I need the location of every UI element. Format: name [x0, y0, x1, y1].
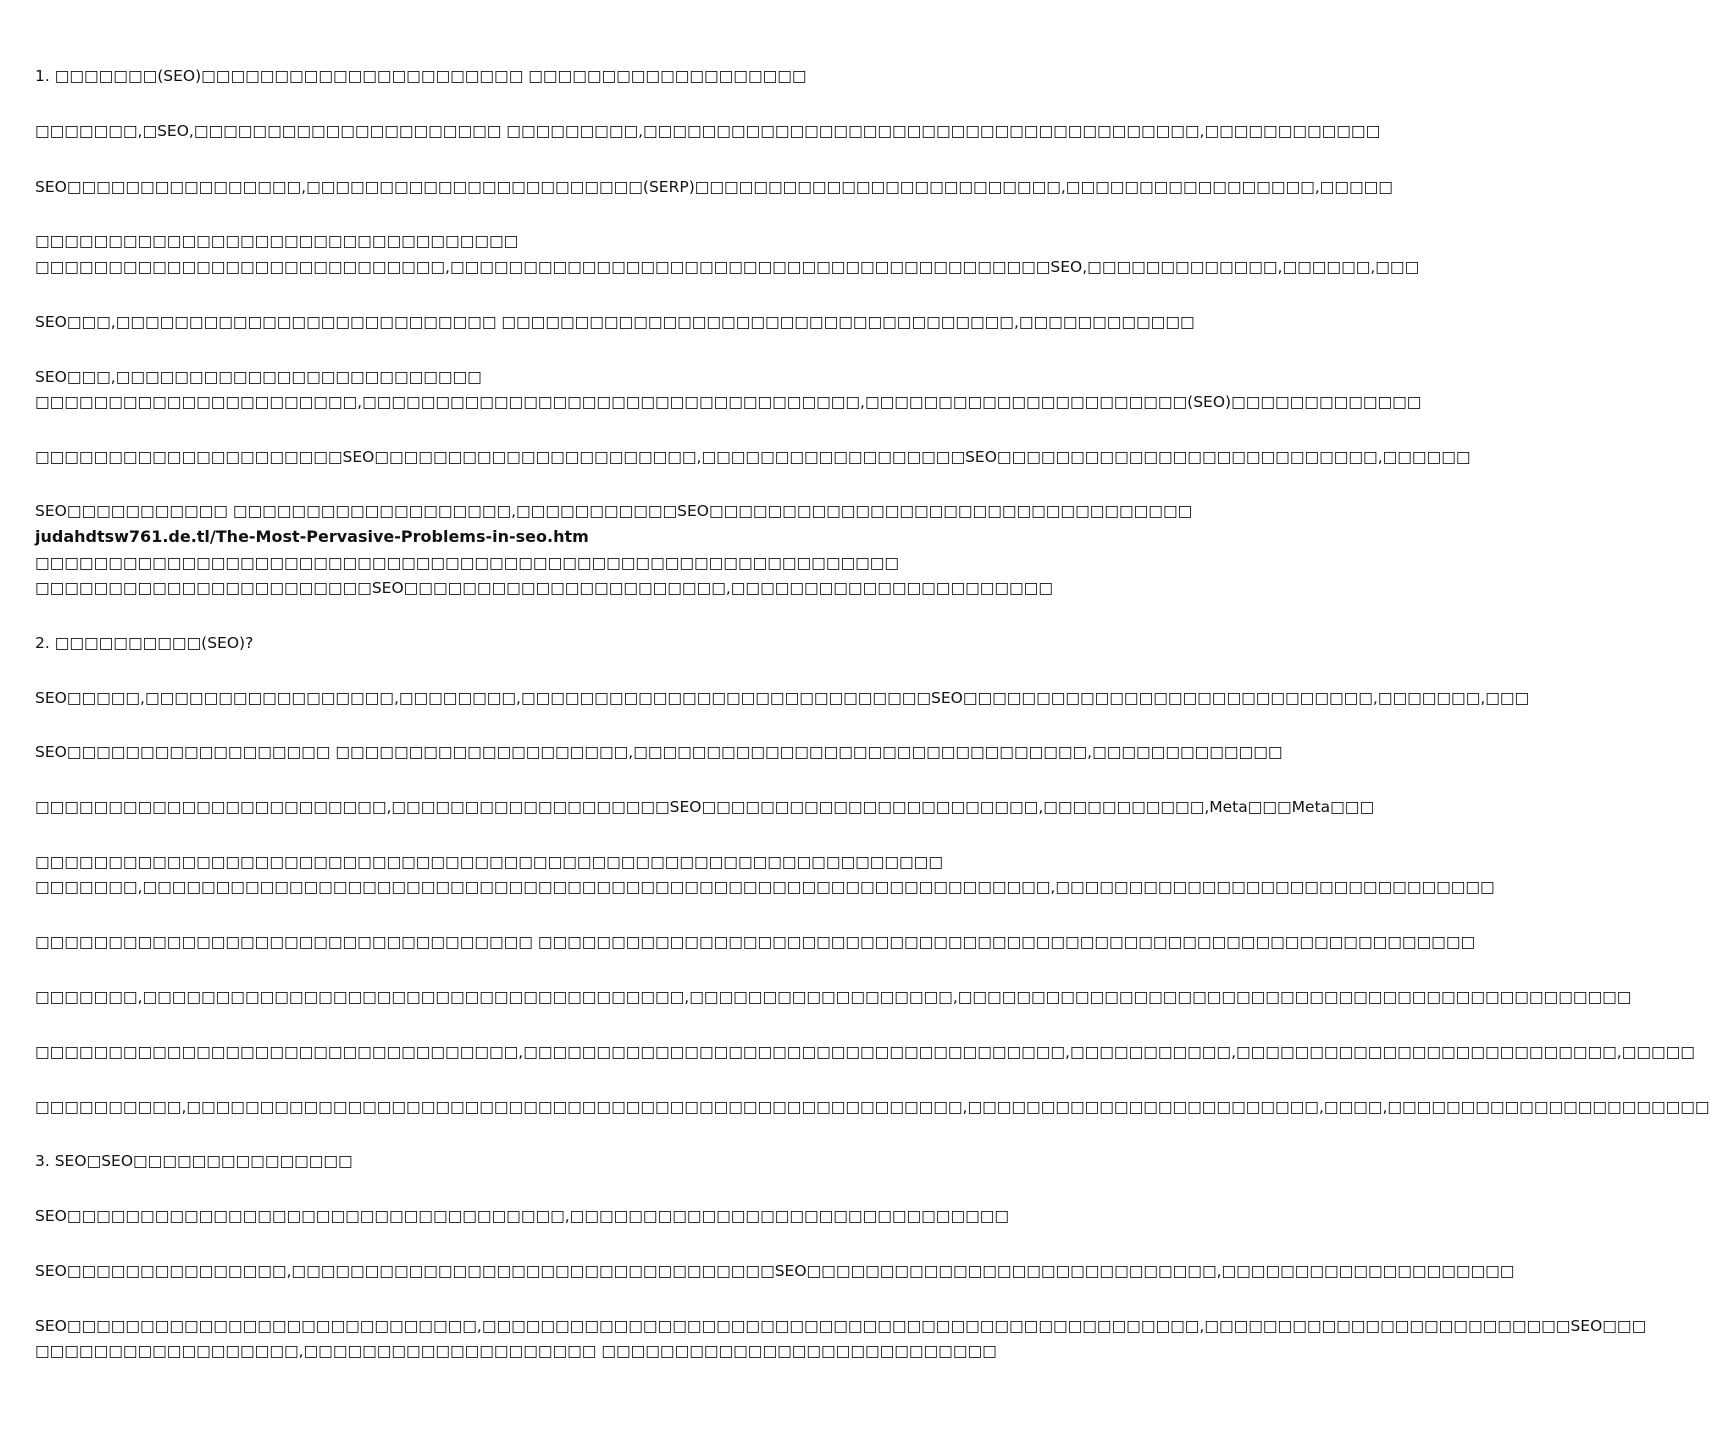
paragraph-line: SEO□□□□□,□□□□□□□□□□□□□□□□□,□□□□□□□□,□□□□□□□□□□□□□□□□□□□□□□□□□□□□SEO□□□□□□□□□□□□□□□□□□□□□□□□□□□□,□□□□□□□,□□□ [35, 689, 1530, 707]
paragraph-line: □□□□□□□,□SEO,□□□□□□□□□□□□□□□□□□□□□ □□□□□□□□□,□□□□□□□□□□□□□□□□□□□□□□□□□□□□□□□□□□□□□□,□□□□□□□□□□□□ [35, 122, 1381, 140]
paragraph-line: □□□□□□□□□□□□□□□□□□□□□□□□,□□□□□□□□□□□□□□□□□□□SEO□□□□□□□□□□□□□□□□□□□□□□□,□□□□□□□□□□□,Meta□□□Meta□□□ [35, 798, 1375, 816]
paragraph-line: SEO□□□□□□□□□□□□□□□□,□□□□□□□□□□□□□□□□□□□□□□□(SERP)□□□□□□□□□□□□□□□□□□□□□□□□□,□□□□□□□□□□□□□□□□□,□□□□□ [35, 178, 1393, 196]
paragraph-line: SEO□□□□□□□□□□□□□□□□□□□□□□□□□□□□,□□□□□□□□□□□□□□□□□□□□□□□□□□□□□□□□□□□□□□□□□□□□□□□□□,□□□□□□□□□□□□□□□□□□□□□□□□□SEO□□□ [35, 1317, 1647, 1335]
paragraph-line: □□□□□□□□□□□□□□□□□□□□□□□□□□□□□□□□□ [35, 232, 519, 250]
paragraph-line: □□□□□□□□□□□□□□□□□□□□□□□□□□□□□□□□□□ □□□□□□□□□□□□□□□□□□□□□□□□□□□□□□□□□□□□□□□□□□□□□□□□□□□□□□□□□□□□□□□□ [35, 933, 1476, 951]
paragraph-line: SEO□□□□□□□□□□□□□□□□□□ □□□□□□□□□□□□□□□□□□□□,□□□□□□□□□□□□□□□□□□□□□□□□□□□□□□□,□□□□□□□□□□□□□ [35, 743, 1283, 761]
paragraph-line: □□□□□□□□□□□□□□□□□□□□□□□□□□□□□□□□□,□□□□□□□□□□□□□□□□□□□□□□□□□□□□□□□□□□□□□,□□□□□□□□□□□,□□□□□□□□□□□□□□□□□□□□□□□□□□,□□□□□ [35, 1043, 1695, 1061]
paragraph-line: SEO□□□,□□□□□□□□□□□□□□□□□□□□□□□□□□ □□□□□□□□□□□□□□□□□□□□□□□□□□□□□□□□□□□,□□□□□□□□□□□□ [35, 313, 1195, 331]
paragraph-line: □□□□□□□□□□□□□□□□□□□□□SEO□□□□□□□□□□□□□□□□□□□□□□,□□□□□□□□□□□□□□□□□□SEO□□□□□□□□□□□□□□□□□□□□□□□□□□,□□□□□□ [35, 448, 1471, 466]
section-heading-1: 1. □□□□□□□(SEO)□□□□□□□□□□□□□□□□□□□□□□ □□□□□□□□□□□□□□□□□□□ [35, 67, 807, 85]
paragraph-line: □□□□□□□□□□,□□□□□□□□□□□□□□□□□□□□□□□□□□□□□□□□□□□□□□□□□□□□□□□□□□□□□,□□□□□□□□□□□□□□□□□□□□□□□□,□□□□,□□□□□□□□□□□□□□□□□□□□□□ [35, 1098, 1710, 1116]
section-heading-2: 2. □□□□□□□□□□(SEO)? [35, 634, 254, 652]
paragraph-line: □□□□□□□□□□□□□□□□□□□□□□□□□□□□,□□□□□□□□□□□□□□□□□□□□□□□□□□□□□□□□□□□□□□□□□SEO,□□□□□□□□□□□□□,□□□□□□,□□□ [35, 258, 1420, 276]
paragraph-line: □□□□□□□□□□□□□□□□□□□□□□□SEO□□□□□□□□□□□□□□□□□□□□□□,□□□□□□□□□□□□□□□□□□□□□□ [35, 579, 1053, 597]
paragraph-line: □□□□□□□□□□□□□□□□□□□□□□□□□□□□□□□□□□□□□□□□□□□□□□□□□□□□□□□□□□□□□□ [35, 853, 943, 871]
paragraph-line: □□□□□□□,□□□□□□□□□□□□□□□□□□□□□□□□□□□□□□□□□□□□□□□□□□□□□□□□□□□□□□□□□□□□□□,□□□□□□□□□□□□□□□□□□□□□□□□□□□□□□ [35, 878, 1495, 896]
paragraph-line: □□□□□□□,□□□□□□□□□□□□□□□□□□□□□□□□□□□□□□□□□□□□□,□□□□□□□□□□□□□□□□□□,□□□□□□□□□□□□□□□□□□□□□□□□□□□□□□□□□□□□□□□□□□□□□□ [35, 988, 1632, 1006]
paragraph-line: □□□□□□□□□□□□□□□□□□,□□□□□□□□□□□□□□□□□□□□ □□□□□□□□□□□□□□□□□□□□□□□□□□□ [35, 1342, 997, 1360]
paragraph-line: SEO□□□,□□□□□□□□□□□□□□□□□□□□□□□□□ [35, 368, 482, 386]
paragraph-line: □□□□□□□□□□□□□□□□□□□□□□□□□□□□□□□□□□□□□□□□□□□□□□□□□□□□□□□□□□□ [35, 554, 900, 572]
paragraph-line: SEO□□□□□□□□□□□ □□□□□□□□□□□□□□□□□□□,□□□□□□□□□□□SEO□□□□□□□□□□□□□□□□□□□□□□□□□□□□□□□□□ [35, 502, 1193, 520]
document-body [35, 0, 1710, 1449]
paragraph-line: □□□□□□□□□□□□□□□□□□□□□□,□□□□□□□□□□□□□□□□□□□□□□□□□□□□□□□□□□,□□□□□□□□□□□□□□□□□□□□□□(SEO)□□□□□□□□□□□□□ [35, 393, 1422, 411]
paragraph-line: SEO□□□□□□□□□□□□□□□,□□□□□□□□□□□□□□□□□□□□□□□□□□□□□□□□□SEO□□□□□□□□□□□□□□□□□□□□□□□□□□□□,□□□□□□□□□□□□□□□□□□□□ [35, 1262, 1515, 1280]
section-heading-3: 3. SEO□SEO□□□□□□□□□□□□□□□ [35, 1152, 353, 1170]
url-link[interactable]: judahdtsw761.de.tl/The-Most-Pervasive-Problems-in-seo.htm [35, 527, 589, 546]
paragraph-line: SEO□□□□□□□□□□□□□□□□□□□□□□□□□□□□□□□□□□,□□□□□□□□□□□□□□□□□□□□□□□□□□□□□□ [35, 1207, 1010, 1225]
